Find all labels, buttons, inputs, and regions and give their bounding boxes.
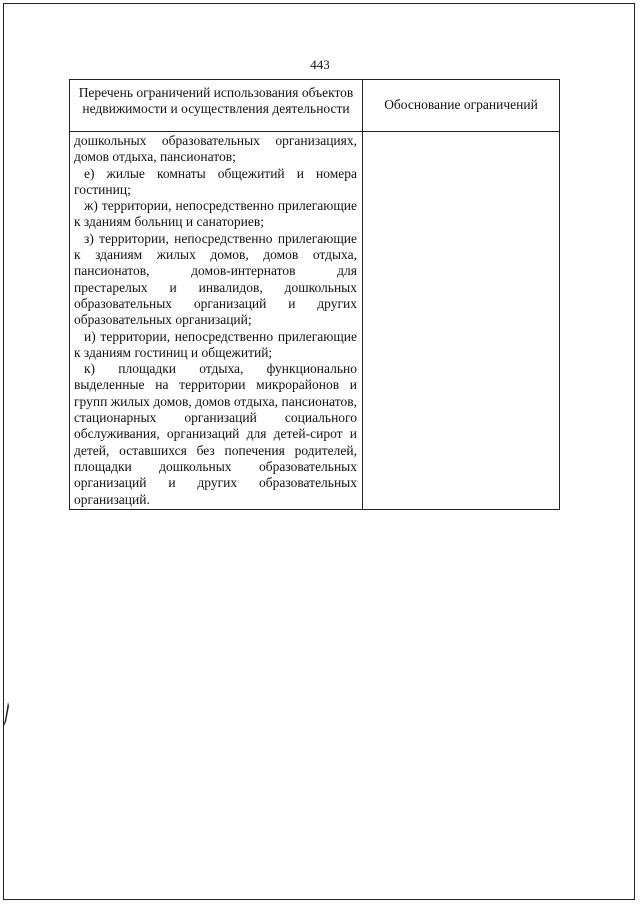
justification-cell <box>363 132 560 510</box>
restrictions-cell <box>70 132 363 510</box>
paragraph-item-i: и) территории, непосредственно прилегающие к зданиям гостиниц и общежитий; <box>74 328 357 360</box>
restrictions-table <box>69 79 560 510</box>
table-row <box>70 132 560 510</box>
table-header-row <box>70 80 560 132</box>
paragraph-item-k: к) площадки отдыха, функционально выделенные на территории микрорайонов и групп жилых домов, домов отдыха, пансионатов, стационарных организаций социального обслуживания, организаций для детей-сирот и детей, оставшихся без попечения родителей, площадки дошкольных образовательных организаций и других образовательных организаций. <box>74 361 357 507</box>
paragraph-item-z: з) территории, непосредственно прилегающие к зданиям жилых домов, домов отдыха, пансионатов, домов-интернатов для престарелых и инвалидов, дошкольных образовательных организаций и других образовательных организаций; <box>74 230 357 328</box>
header-justification: Обоснование ограничений <box>363 80 560 132</box>
page-number: 443 <box>310 57 330 72</box>
paragraph-item-zh: ж) территории, непосредственно прилегающие к зданиям больниц и санаториев; <box>74 198 357 230</box>
paragraph-item-e: е) жилые комнаты общежитий и номера гостиниц; <box>74 165 357 197</box>
paragraph-continuation: дошкольных образовательных организациях, домов отдыха, пансионатов; <box>74 133 357 165</box>
binding-tick-mark <box>3 702 11 728</box>
header-restrictions-list: Перечень ограничений использования объектов недвижимости и осуществления деятельности <box>70 80 363 132</box>
